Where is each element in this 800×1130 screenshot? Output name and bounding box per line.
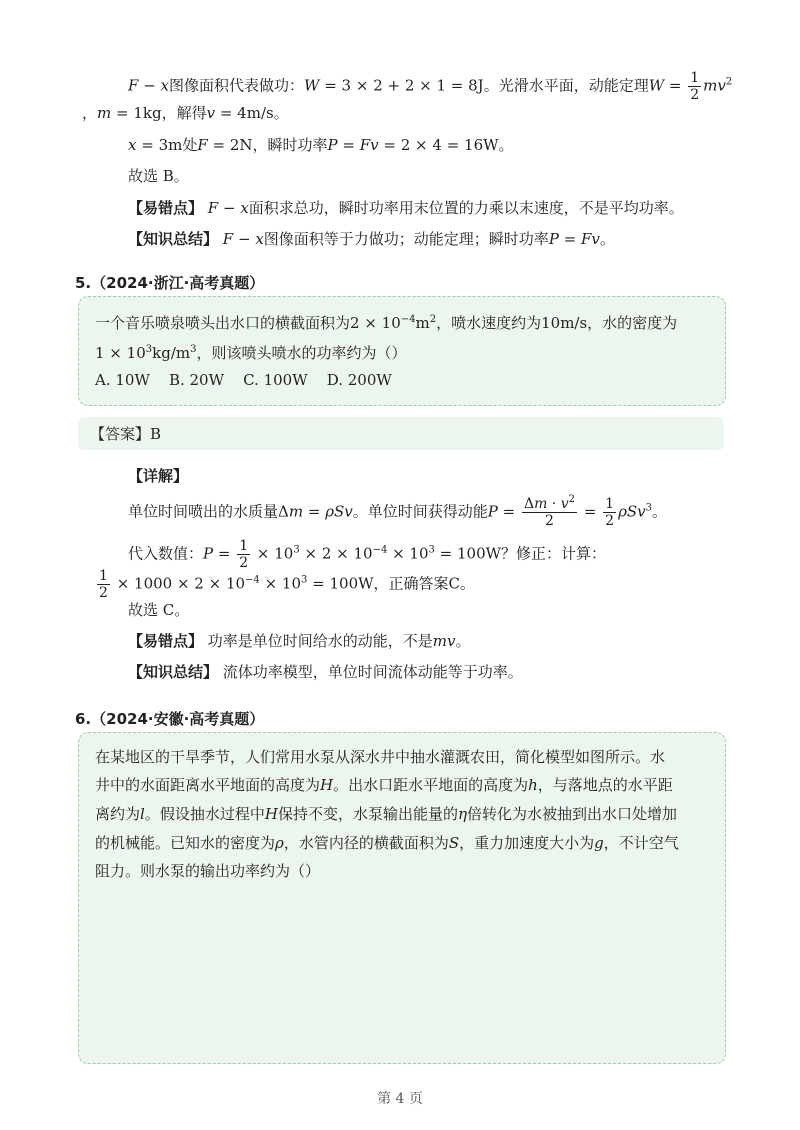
- summary-text: 流体功率模型，单位时间流体动能等于功率。: [222, 663, 523, 681]
- sol4-mistake: 【易错点】 F − x面积求总功，瞬时功率用末位置的力乘以末速度，不是平均功率。: [128, 199, 684, 217]
- q5-detail-line1: 单位时间喷出的水质量Δm = ρSv。单位时间获得动能P = $\frac{\Delta m \cdot v^2}{2}$ = $\frac{1}{2}$ ρSv$^3$。: [128, 494, 668, 529]
- page-number: 第 4 页: [377, 1091, 423, 1107]
- q5-heading: 5.（2024·浙江·高考真题）: [75, 274, 265, 292]
- q5-choose: 故选 C。: [128, 601, 190, 619]
- q5-detail-line2: 代入数值：P = $\frac{1}{2}$ × $10^3 \times 2 \times 10^{-4} \times 10^3 = 100W$？修正：计算：: [128, 538, 607, 571]
- q6-stem-line5: 阻力。则水泵的输出功率约为（）: [95, 862, 321, 880]
- sol4-summary: 【知识总结】 F − x图像面积等于力做功；动能定理；瞬时功率P = Fv。: [128, 230, 615, 248]
- q5-summary: [128, 662, 523, 682]
- q5-detail-line3: $\frac{1}{2}$ × $1000 \times 2 \times 10^{-4} \times 10^3 = 100W$，正确答案C。: [99, 568, 476, 601]
- option-d: D. 200W: [326, 371, 392, 389]
- summary-label: 【知识总结】: [128, 663, 219, 681]
- q5-options: [95, 370, 392, 390]
- q5-answer: 【答案】B: [90, 425, 162, 443]
- mistake-label: 【易错点】: [128, 632, 204, 650]
- q6-stem-line2: 井中的水面距离水平地面的高度为H。出水口距水平地面的高度为h，与落地点的水平距: [95, 776, 673, 794]
- option-b: B. 20W: [168, 371, 225, 389]
- sol4-line3: x = 3m处F = 2N，瞬时功率P = Fv = 2 × 4 = 16W。: [128, 136, 514, 154]
- option-c: C. 100W: [243, 371, 308, 389]
- summary-label: 【知识总结】: [128, 230, 219, 248]
- mistake-label: 【易错点】: [128, 199, 204, 217]
- sol4-choose: 故选 B。: [128, 167, 189, 185]
- q5-detail-label: 【详解】: [128, 467, 189, 485]
- q6-stem-line3: 离约为l。假设抽水过程中H保持不变，水泵输出能量的η倍转化为水被抽到出水口处增加: [95, 805, 677, 823]
- sol4-line2: ，m = 1kg，解得v = 4m/s。: [82, 104, 289, 122]
- q5-answer-bar: [78, 417, 724, 450]
- q6-stem-line1: 在某地区的干旱季节，人们常用水泵从深水井中抽水灌溉农田，简化模型如图所示。水: [95, 748, 666, 766]
- q5-stem-line1: 一个音乐喷泉喷头出水口的横截面积为$2 \times 10^{-4}m^2$，喷水速度约为10m/s，水的密度为: [95, 314, 678, 332]
- q6-heading: 6.（2024·安徽·高考真题）: [75, 710, 265, 728]
- option-a: A. 10W: [95, 371, 150, 389]
- sol4-line1: F − x图像面积代表做功：W = 3 × 2 + 2 × 1 = 8J。光滑水平面，动能定理W = $\frac{1}{2}$ $mv^2$: [128, 70, 733, 103]
- q5-mistake: 【易错点】 功率是单位时间给水的动能，不是mv。: [128, 632, 471, 650]
- q5-stem-line2: $1 \times 10^3kg/m^3$，则该喷头喷水的功率约为（）: [95, 344, 407, 362]
- q6-stem-line4: 的机械能。已知水的密度为ρ，水管内径的横截面积为S，重力加速度大小为g，不计空气: [95, 834, 679, 852]
